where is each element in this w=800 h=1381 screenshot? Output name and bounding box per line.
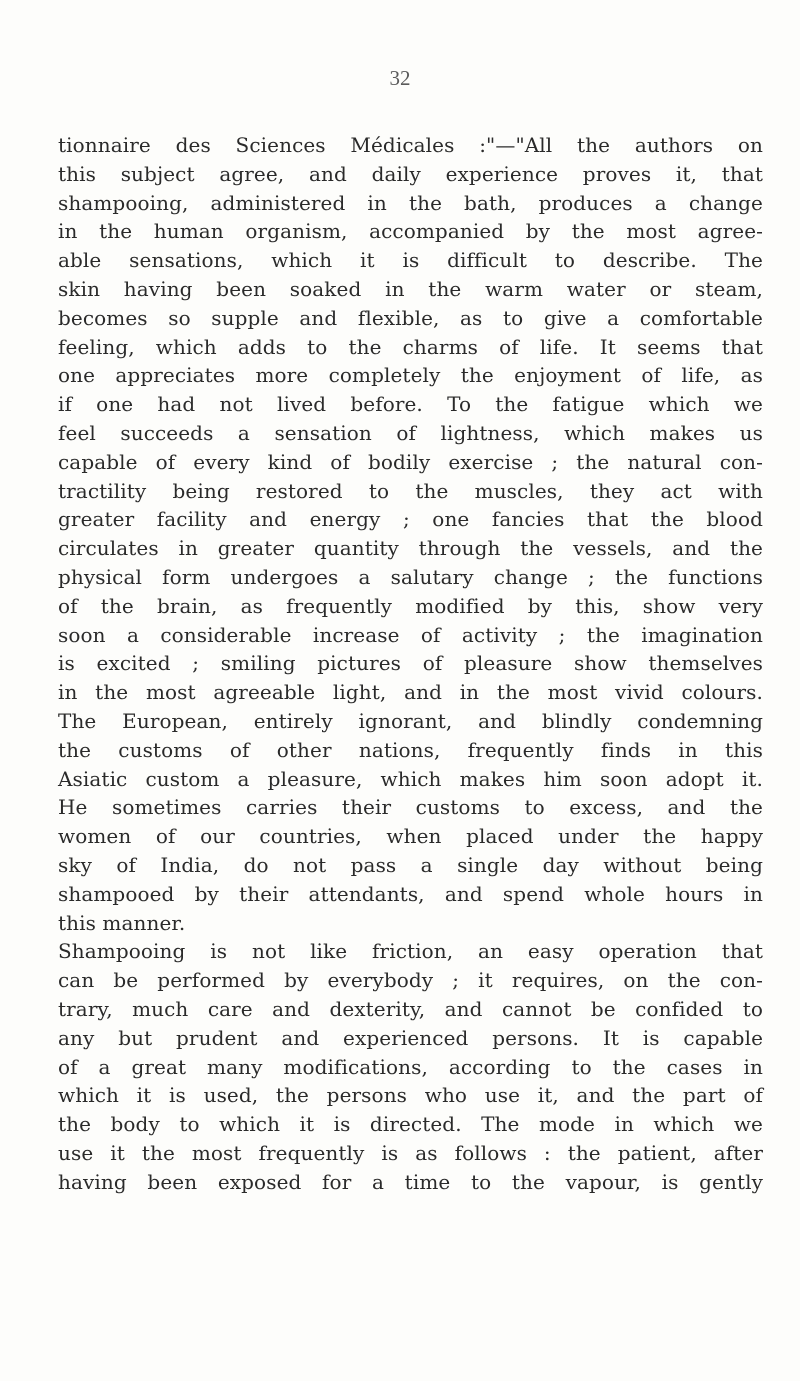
- text-line: The European, entirely ignorant, and blindly condemning: [58, 708, 763, 733]
- text-line: if one had not lived before. To the fatigue which we: [58, 392, 763, 417]
- text-line: tractility being restored to the muscles, they act with: [58, 478, 763, 503]
- text-line: which it is used, the persons who use it, and the part of: [58, 1083, 763, 1108]
- text-line: this manner.: [58, 910, 186, 935]
- text-line: soon a considerable increase of activity ; the imagination: [58, 622, 763, 647]
- text-line: becomes so supple and flexible, as to give a comfortable: [58, 305, 763, 330]
- text-line: feeling, which adds to the charms of life. It seems that: [58, 334, 763, 359]
- text-line: skin having been soaked in the warm water or steam,: [58, 276, 763, 301]
- text-line: having been exposed for a time to the vapour, is gently: [58, 1169, 763, 1194]
- page-number: 32: [389, 66, 411, 90]
- text-line: any but prudent and experienced persons. It is capable: [58, 1025, 763, 1050]
- text-line: this subject agree, and daily experience proves it, that: [58, 161, 763, 186]
- text-line: He sometimes carries their customs to excess, and the: [58, 795, 763, 820]
- text-line: sky of India, do not pass a single day without being: [58, 852, 763, 877]
- text-line: shampooed by their attendants, and spend whole hours in: [58, 881, 763, 906]
- text-line: capable of every kind of bodily exercise ; the natural con-: [58, 449, 763, 474]
- text-line: feel succeeds a sensation of lightness, which makes us: [58, 420, 763, 445]
- text-line: of a great many modifications, according to the cases in: [58, 1054, 763, 1079]
- text-line: Asiatic custom a pleasure, which makes him soon adopt it.: [58, 766, 763, 791]
- text-line: the customs of other nations, frequently finds in this: [58, 737, 763, 762]
- text-line: circulates in greater quantity through the vessels, and the: [58, 536, 763, 561]
- text-line: physical form undergoes a salutary change ; the functions: [58, 564, 763, 589]
- text-line: greater facility and energy ; one fancies that the blood: [58, 507, 763, 532]
- text-line: one appreciates more completely the enjoyment of life, as: [58, 363, 763, 388]
- text-line: in the human organism, accompanied by the most agree-: [58, 219, 763, 244]
- text-line: Shampooing is not like friction, an easy operation that: [58, 939, 763, 964]
- text-line: women of our countries, when placed under the happy: [58, 824, 763, 849]
- text-line: tionnaire des Sciences Médicales :"—"All the authors on: [58, 133, 763, 157]
- body-text: [58, 131, 763, 1196]
- text-line: trary, much care and dexterity, and cannot be confided to: [58, 996, 763, 1021]
- text-line: can be performed by everybody ; it requires, on the con-: [58, 968, 763, 993]
- text-line: in the most agreeable light, and in the most vivid colours.: [58, 680, 763, 705]
- text-line: able sensations, which it is difficult to describe. The: [58, 248, 763, 273]
- text-line: the body to which it is directed. The mode in which we: [58, 1112, 763, 1137]
- text-line: of the brain, as frequently modified by this, show very: [58, 593, 763, 618]
- text-line: use it the most frequently is as follows : the patient, after: [58, 1140, 763, 1165]
- text-line: shampooing, administered in the bath, produces a change: [58, 190, 763, 215]
- text-line: is excited ; smiling pictures of pleasure show themselves: [58, 651, 763, 676]
